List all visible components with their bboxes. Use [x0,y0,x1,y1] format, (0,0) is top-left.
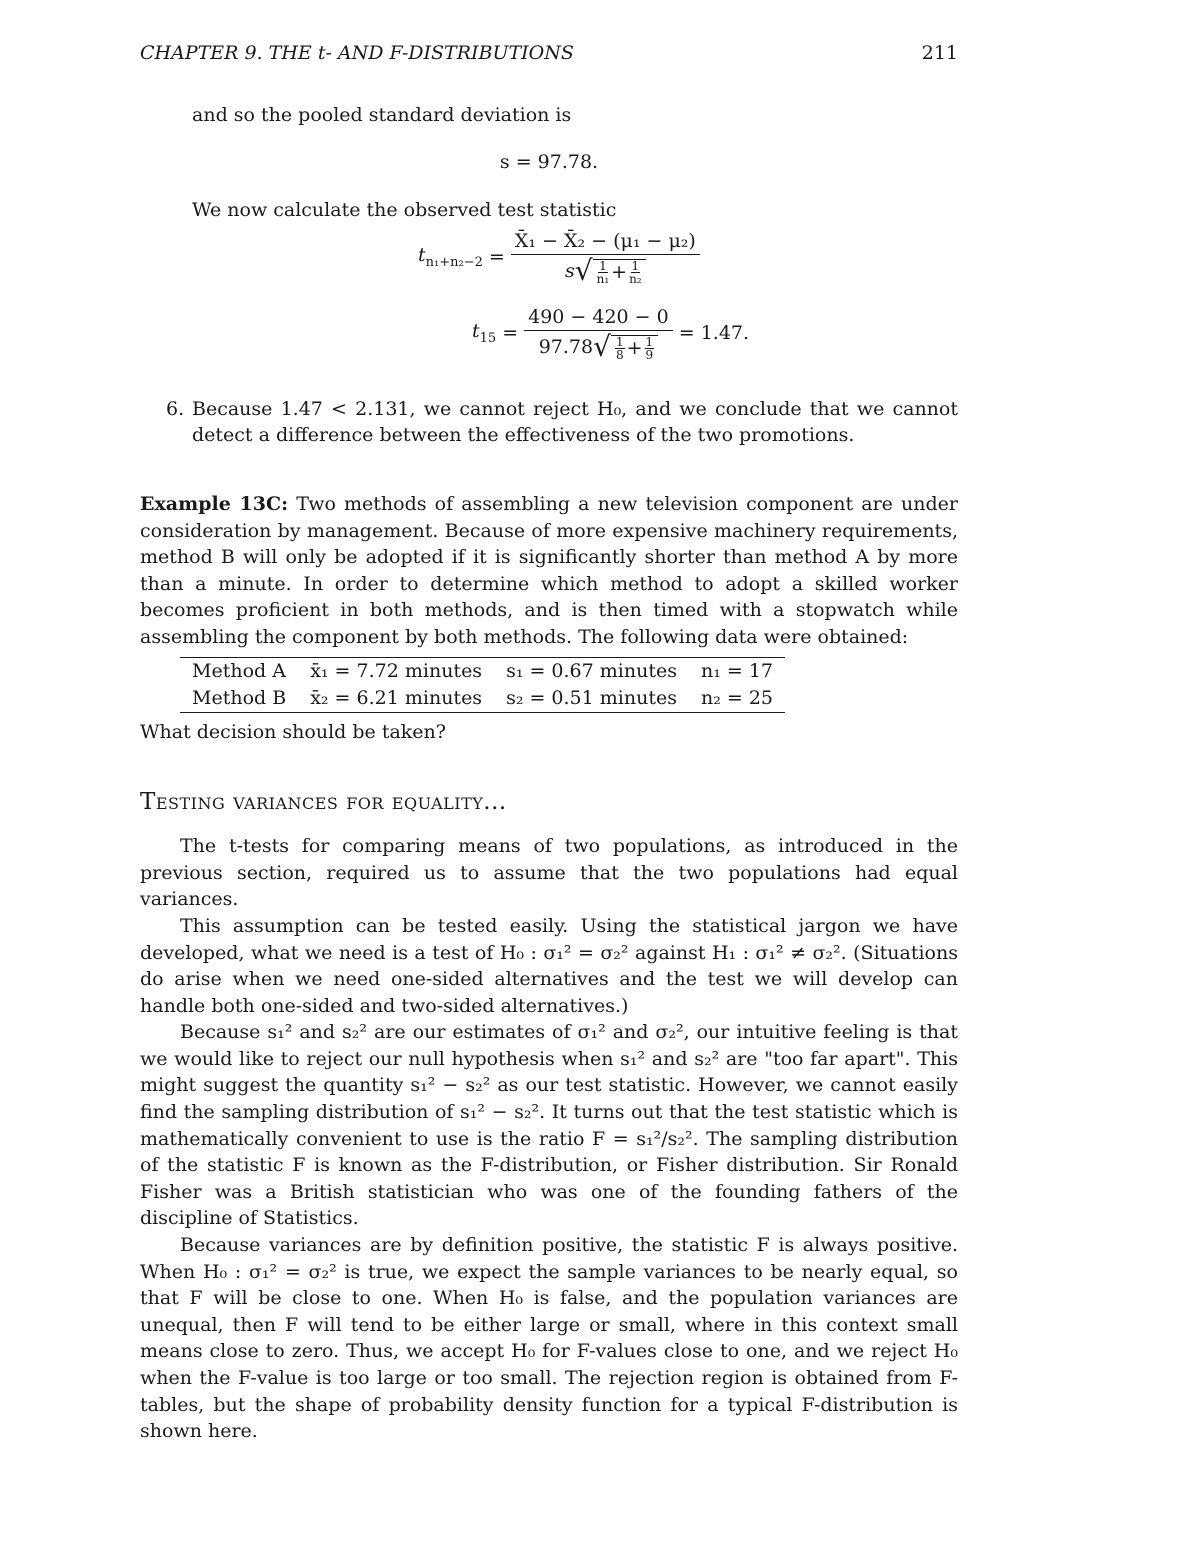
table-row [180,657,785,685]
equation-general [418,230,706,285]
chapter-title: CHAPTER 9. THE t- AND F-DISTRIBUTIONS [140,42,574,64]
eq2-t2-den: 9 [645,347,654,362]
example-13c [140,491,958,745]
table-cell: s₁ = 0.67 minutes [494,657,689,685]
eq1-lhs-sub: n₁+n₂−2 [425,255,483,271]
eq1-t1-den: n₁ [596,271,610,286]
running-header [140,42,958,70]
list-item-6 [140,396,958,449]
intro-line: and so the pooled standard deviation is [192,104,572,126]
eq1-sqrt: √ $\frac{1}{\text{n₁}}$ + $\frac{1}{\text{n₂}}$ [575,257,646,285]
page-number: 211 [921,42,958,64]
eq1-fraction [511,230,700,285]
table-cell: x̄₂ = 6.21 minutes [298,685,494,713]
eq2-t2-num: 1 [645,334,654,349]
paragraph: The t-tests for comparing means of two populations, as introduced in the previous section, required us to assume that the two populations had equal variances. [140,835,958,911]
paragraph: Because variances are by definition positive, the statistic F is always positive. When H₀ : σ₁² = σ₂² is true, we expect the sample variances to be nearly equal, so that F will be close to one. When H₀ is false, and the population variances are unequal, then F will tend to be either large or small, where in this context small means close to zero. Thus, we accept H₀ for F-values close to one, and we reject H₀ when the F-value is too large or too small. The rejection region is obtained from F-tables, but the shape of probability density function for a typical F-distribution is shown here. [140,1234,958,1443]
eq2-fraction [524,306,673,361]
example-title: Example 13C: [140,492,289,515]
eq1-numerator: X̄₁ − X̄₂ − (μ₁ − μ₂) [511,230,700,255]
page [140,42,958,1445]
table-cell: n₁ = 17 [689,657,785,685]
table-cell: Method B [180,685,298,713]
eq1-plus: + [611,261,628,284]
eq2-t1-num: 1 [615,334,624,349]
calc-line: We now calculate the observed test statistic [192,199,617,222]
eq1-denominator [565,255,646,285]
pooled-sd-equation: s = 97.78. [499,150,599,173]
example-text: Two methods of assembling a new television component are under consideration by management. Because of more expensive machinery requirements, method B will only be adopted if it is significantly shorter than method A by more than a minute. In order to determine which method to adopt a skilled worker becomes proficient in both methods, and is then timed with a stopwatch while assembling the component by both methods. The following data were obtained: [140,492,958,648]
eq2-t1-den: 8 [615,347,624,362]
eq1-t1-num: 1 [599,258,607,273]
example-data-table [180,657,785,713]
paragraph: Because s₁² and s₂² are our estimates of σ₁² and σ₂², our intuitive feeling is that we would like to reject our null hypothesis when s₁² and s₂² are "too far apart". This might suggest the quantity s₁² − s₂² as our test statistic. However, we cannot easily find the sampling distribution of s₁² − s₂². It turns out that the test statistic which is mathematically convenient to use is the ratio F = s₁²/s₂². The sampling distribution of the statistic F is known as the F-distribution, or Fisher distribution. Sir Ronald Fisher was a British statistician who was one of the founding fathers of the discipline of Statistics. [140,1021,958,1230]
equation-numeric [472,306,749,361]
section-body [140,833,958,1445]
eq2-den-s: 97.78 [538,335,594,358]
table-cell: Method A [180,657,298,685]
eq1-den-s: s [565,259,575,282]
list-item-6-text: Because 1.47 < 2.131, we cannot reject H₀, and we conclude that we cannot detect a difference between the effectiveness of the two promotions. [192,397,958,447]
eq2-denominator [539,331,658,361]
eq2-equals: = [502,322,519,345]
table-cell: n₂ = 25 [689,685,785,713]
table-cell: x̄₁ = 7.72 minutes [298,657,494,685]
eq2-lhs: t [472,320,480,343]
eq1-t2-num: 1 [631,258,640,273]
table-cell: s₂ = 0.51 minutes [494,685,689,713]
eq1-t2-den: n₂ [629,271,642,286]
eq1-equals: = [488,246,505,269]
eq2-result: = 1.47. [678,322,750,345]
eq2-sqrt: √ $\frac{1}{8}$ + $\frac{1}{9}$ [593,333,658,361]
example-question: What decision should be taken? [140,720,446,743]
paragraph: This assumption can be tested easily. Using the statistical jargon we have developed, what we need is a test of H₀ : σ₁² = σ₂² against H₁ : σ₁² ≠ σ₂². (Situations do arise when we need one-sided alternatives and the test we will develop can handle both one-sided and two-sided alternatives.) [140,914,958,1017]
eq1-lhs: t [418,244,426,267]
section-title: Testing variances for equality... [140,789,507,816]
eq2-lhs-sub: 15 [479,331,497,347]
eq2-numerator: 490 − 420 − 0 [524,306,673,331]
eq2-plus: + [626,337,643,360]
test-statistic-equations [140,230,958,380]
list-item-6-label: 6. [166,397,185,420]
table-row [180,685,785,713]
